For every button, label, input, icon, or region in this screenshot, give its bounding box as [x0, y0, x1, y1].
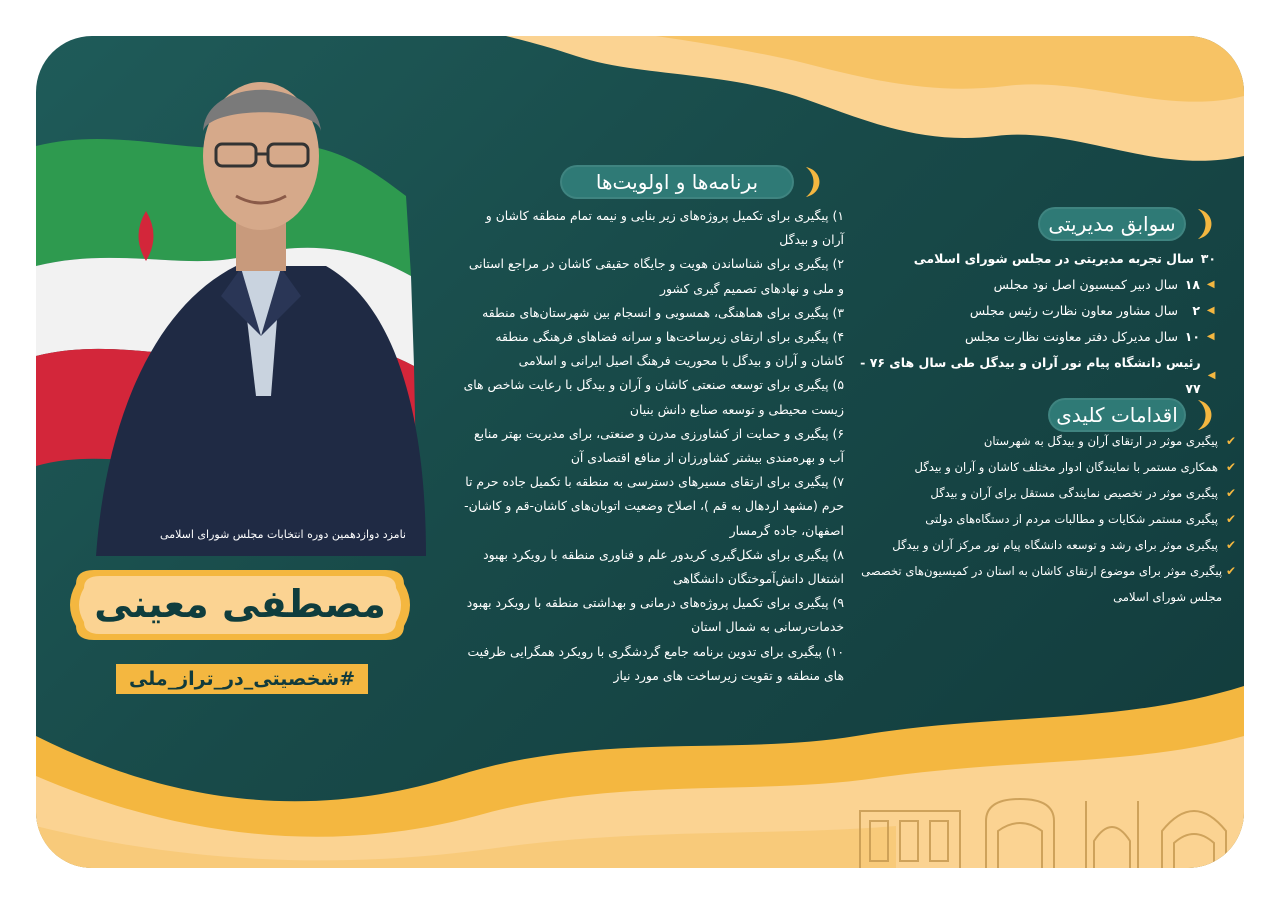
- program-item: ۸) پیگیری برای شکل‌گیری کریدور علم و فناوری منطقه با رویکرد بهبود اشتغال دانش‌آموختگان دانشگاهی: [483, 546, 844, 587]
- crescent-icon: [1194, 207, 1216, 241]
- check-icon: ✔: [1225, 564, 1236, 578]
- action-item-text: پیگیری مستمر شکایات و مطالبات مردم از دستگاه‌های دولتی: [925, 512, 1218, 526]
- history-row-text: سال مشاور معاون نظارت رئیس مجلس: [969, 303, 1178, 318]
- program-item: ۹) پیگیری برای تکمیل پروژه‌های درمانی و بهداشتی منطقه با رویکرد بهبود خدمات‌رسانی به شمال استان: [466, 595, 844, 635]
- poster-card: [36, 36, 1244, 868]
- programs-title: برنامه‌ها و اولویت‌ها: [560, 165, 794, 199]
- nominee-caption: نامزد دوازدهمین دوره انتخابات مجلس شورای اسلامی: [160, 528, 406, 541]
- action-item-text: پیگیری موثر برای موضوع ارتقای کاشان به استان در کمیسیون‌های تخصصی مجلس شورای اسلامی: [861, 564, 1223, 604]
- candidate-portrait: [36, 36, 436, 556]
- check-icon: ✔: [1225, 486, 1236, 500]
- triangle-bullet-icon: ◀: [1206, 279, 1216, 290]
- crescent-icon: [1194, 398, 1216, 432]
- campaign-hashtag: #شخصیتی_در_تراز_ملی: [116, 664, 368, 694]
- program-item: ۷) پیگیری برای ارتقای مسیرهای دسترسی به منطقه با تکمیل جاده حرم تا حرم (مشهد اردهال به قم )، اصلاح وضعیت اتوبان‌های کاشان-قم و کاشان-اصفهان، جاده گرمسار: [464, 474, 844, 538]
- check-icon: ✔: [1225, 460, 1236, 474]
- triangle-bullet-icon: ◀: [1206, 305, 1216, 316]
- triangle-bullet-icon: ◀: [1206, 331, 1216, 342]
- history-row-number: ۱۰: [1184, 329, 1200, 344]
- action-item: [856, 506, 1236, 532]
- program-item: ۱) پیگیری برای تکمیل پروژه‌های زیر بنایی و نیمه تمام منطقه کاشان و آران و بیدگل: [485, 208, 844, 248]
- action-item: [856, 454, 1236, 480]
- check-icon: ✔: [1225, 512, 1236, 526]
- candidate-name: مصطفی معینی: [94, 582, 386, 626]
- program-item: ۶) پیگیری و حمایت از کشاورزی مدرن و صنعتی، برای مدیریت بهتر منابع آب و بهره‌مندی بیشتر کشاورزان از منافع اقتصادی آن: [474, 425, 844, 466]
- monuments-illustration: [858, 791, 1230, 868]
- action-item: [856, 532, 1236, 558]
- check-icon: ✔: [1225, 538, 1236, 552]
- program-item: ۲) پیگیری برای شناساندن هویت و جایگاه حقیقی کاشان در مراجع استانی و ملی و نهادهای تصمیم گیری کشور: [468, 256, 844, 296]
- program-item: ۵) پیگیری برای توسعه صنعتی کاشان و آران و بیدگل با رعایت شاخص های زیست محیطی و توسعه صنایع دانش بنیان: [463, 377, 844, 417]
- action-item: [856, 428, 1236, 454]
- triangle-bullet-icon: ◀: [1207, 370, 1216, 381]
- history-row: [856, 272, 1216, 298]
- history-list: [856, 246, 1216, 402]
- history-headline-text: سال تجربه مدیریتی در مجلس شورای اسلامی: [913, 251, 1194, 266]
- programs-list: [460, 204, 844, 688]
- action-item-text: همکاری مستمر با نمایندگان ادوار مختلف کاشان و آران و بیدگل: [914, 460, 1218, 474]
- program-item: ۱۰) پیگیری برای تدوین برنامه جامع گردشگری با رویکرد همگرایی ظرفیت های منطقه و تقویت زیرساخت های مورد نیاز: [467, 643, 844, 683]
- action-item: [856, 480, 1236, 506]
- history-row-number: ۲: [1192, 303, 1200, 318]
- crescent-icon: [802, 165, 824, 199]
- action-item: [856, 558, 1236, 610]
- history-row-text: سال مدیرکل دفتر معاونت نظارت مجلس: [964, 329, 1178, 344]
- action-item-text: پیگیری موثر در ارتقای آران و بیدگل به شهرستان: [983, 434, 1218, 448]
- history-headline: [856, 246, 1216, 272]
- history-title: سوابق مدیریتی: [1038, 207, 1186, 241]
- history-row: [856, 324, 1216, 350]
- action-item-text: پیگیری موثر برای رشد و توسعه دانشگاه پیام نور مرکز آران و بیدگل: [892, 538, 1218, 552]
- history-row-text: رئیس دانشگاه پیام نور آران و بیدگل طی سال های ۷۶ - ۷۷: [860, 355, 1201, 396]
- history-headline-number: ۳۰: [1200, 251, 1216, 266]
- program-item: ۳) پیگیری برای هماهنگی، همسویی و انسجام بین شهرستان‌های منطقه: [482, 304, 844, 320]
- action-item-text: پیگیری موثر در تخصیص نمایندگی مستقل برای آران و بیدگل: [930, 486, 1218, 500]
- actions-title: اقدامات کلیدی: [1048, 398, 1186, 432]
- history-row: [856, 350, 1216, 402]
- actions-list: [856, 428, 1236, 610]
- history-row-text: سال دبیر کمیسیون اصل نود مجلس: [993, 277, 1178, 292]
- check-icon: ✔: [1225, 434, 1236, 448]
- program-item: ۴) پیگیری برای ارتقای زیرساخت‌ها و سرانه فضاهای فرهنگی منطقه کاشان و آران و بیدگل با محوریت فرهنگ اصیل ایرانی و اسلامی: [495, 329, 844, 369]
- history-row: [856, 298, 1216, 324]
- history-row-number: ۱۸: [1184, 277, 1200, 292]
